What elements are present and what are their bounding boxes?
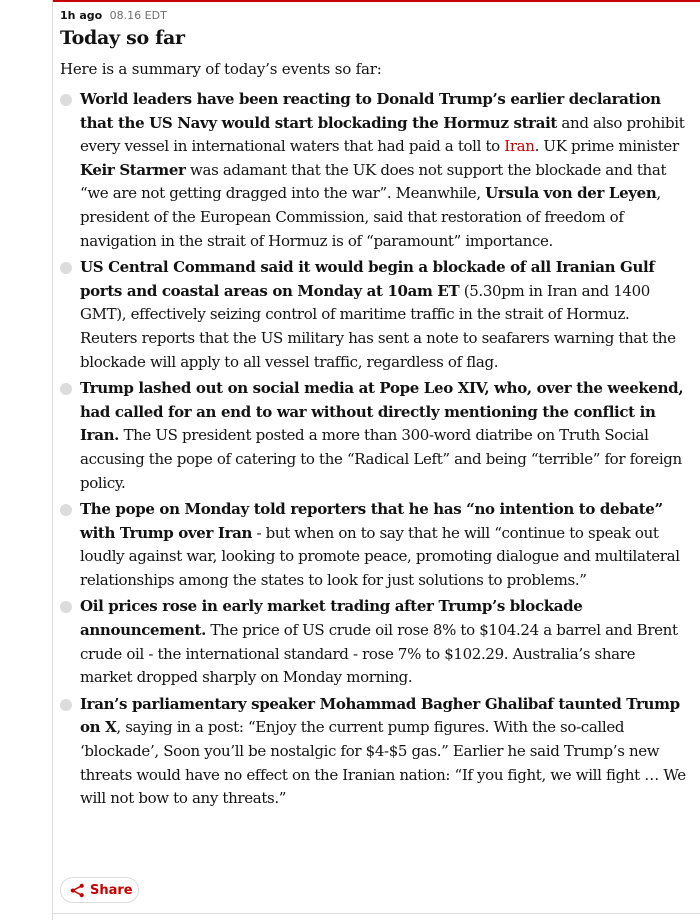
bullet-dot (60, 383, 72, 395)
item-text: (5.30pm in Iran and 1400 GMT), effectively seizing control of maritime traffic in the strait of Hormuz. Reuters reports that the US military has sent a note to seafarers warning that the blockade will apply to all vessel traffic, regardless of flag. (80, 281, 676, 371)
summary-item (60, 595, 688, 689)
bold-text: US Central Command said it would begin a blockade of all Iranian Gulf ports and coastal areas on Monday at 10am ET (80, 258, 655, 300)
share-icon (70, 883, 85, 898)
liveblog-post (60, 9, 688, 814)
item-text: was adamant that the UK does not support the blockade and that “we are not getting dragged into the war”. Meanwhile, (80, 160, 667, 203)
post-meta (60, 9, 688, 23)
post-title: Today so far (60, 27, 185, 49)
bold-text: Ursula von der Leyen (485, 184, 657, 203)
inline-link[interactable]: Iran (504, 137, 535, 156)
timestamp: 08.16 EDT (109, 9, 167, 22)
item-text: , president of the European Commission, said that restoration of freedom of navigation in the strait of Hormuz is of “paramount” importance. (80, 184, 661, 250)
bottom-divider (52, 913, 700, 914)
summary-item (60, 693, 688, 811)
item-text: - but when on to say that he will “continue to speak out loudly against war, looking to promote peace, promoting dialogue and multilateral relationships among the states to look for just solutions to problems.” (80, 523, 680, 589)
bold-text: The pope on Monday told reporters that he has “no intention to debate” with Trump over Iran (80, 500, 663, 542)
item-text: , saying in a post: “Enjoy the current pump figures. With the so-called ‘blockade’, Soon you’ll be nostalgic for $4-$5 gas.” Earlier he said Trump’s new threats would have no effect on the Iranian nation: “If you fight, we will fight … We will not bow to any threats.” (80, 718, 686, 808)
bullet-dot (60, 601, 72, 613)
post-intro: Here is a summary of today’s events so far: (60, 60, 382, 78)
share-button[interactable] (60, 877, 139, 903)
bullet-dot (60, 94, 72, 106)
bullet-dot (60, 504, 72, 516)
item-text: . UK prime minister (534, 137, 679, 156)
summary-item (60, 256, 688, 374)
share-label: Share (90, 882, 133, 898)
bold-text: World leaders have been reacting to Donald Trump’s earlier declaration that the US Navy would start blockading the Hormuz strait (80, 90, 661, 132)
item-text: The US president posted a more than 300-word diatribe on Truth Social accusing the pope of catering to the “Radical Left” and being “terrible” for foreign policy. (80, 426, 682, 492)
bold-text: Oil prices rose in early market trading after Trump’s blockade announcement. (80, 597, 583, 640)
bullet-dot (60, 262, 72, 274)
timeline-rule (52, 0, 53, 920)
bold-text: Iran’s parliamentary speaker Mohammad Bagher Ghalibaf taunted Trump on X (80, 694, 680, 737)
summary-item (60, 377, 688, 495)
item-text: The price of US crude oil rose 8% to $104.24 a barrel and Brent crude oil - the international standard - rose 7% to $102.29. Australia’s share market dropped sharply on Monday morning. (80, 621, 678, 687)
summary-item (60, 88, 688, 253)
summary-item (60, 498, 688, 592)
summary-list (60, 88, 688, 811)
item-text: and also prohibit every vessel in international waters that had paid a toll to (80, 113, 685, 156)
top-accent-rule (52, 0, 700, 2)
bold-text: Keir Starmer (80, 160, 186, 179)
bold-text: Trump lashed out on social media at Pope Leo XIV, who, over the weekend, had called for an end to war without directly mentioning the conflict in Iran. (80, 379, 684, 445)
bullet-dot (60, 699, 72, 711)
time-ago[interactable]: 1h ago (60, 9, 103, 22)
